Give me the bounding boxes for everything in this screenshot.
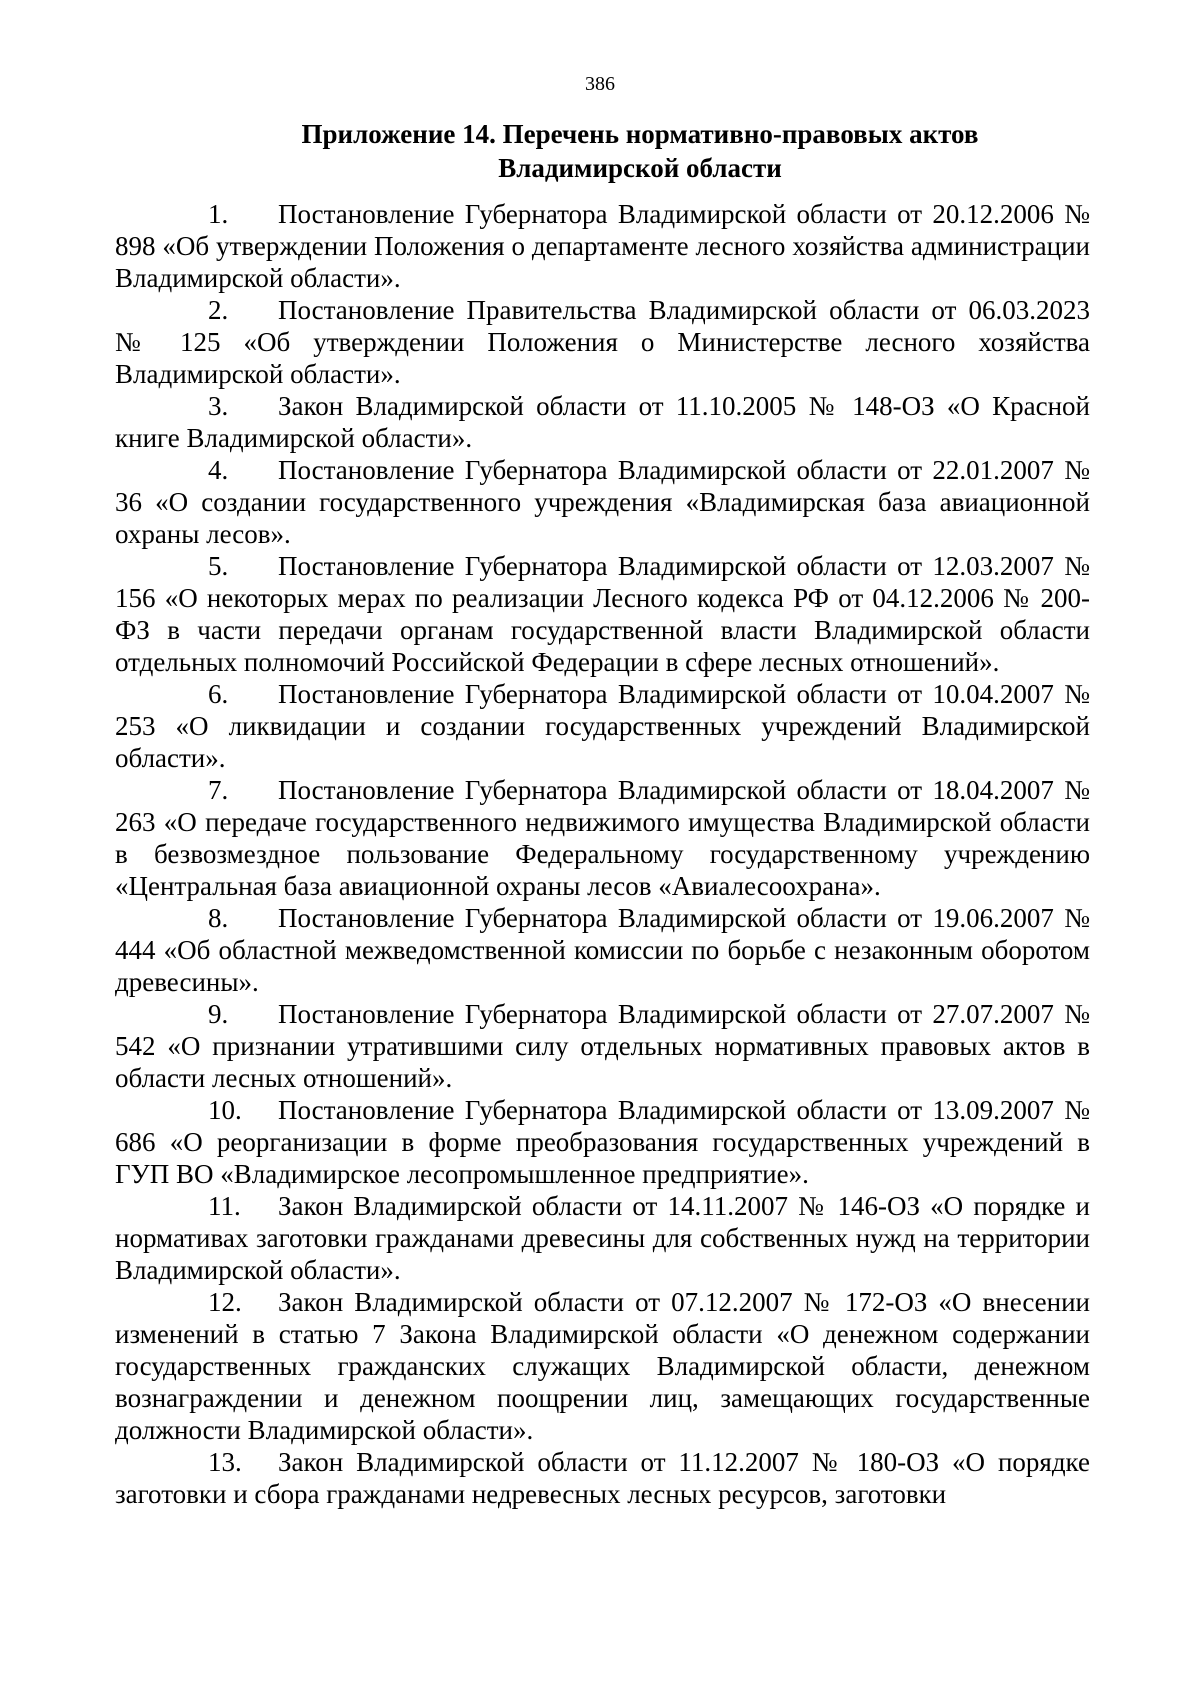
item-number: 4. bbox=[208, 455, 229, 485]
item-number: 8. bbox=[208, 903, 229, 933]
list-item bbox=[115, 294, 1090, 390]
title-line-1: Приложение 14. Перечень нормативно-правовых актов bbox=[301, 119, 979, 149]
item-number: 12. bbox=[208, 1287, 242, 1317]
list-item bbox=[115, 550, 1090, 678]
item-text: Постановление Губернатора Владимирской области от 18.04.2007 № 263 «О передаче государственного недвижимого имущества Владимирской области в безвозмездное пользование Федеральному государственному учреждению «Центральная база авиационной охраны лесов «Авиалесоохрана». bbox=[115, 775, 1090, 901]
list-item bbox=[115, 998, 1090, 1094]
item-text: Постановление Губернатора Владимирской области от 13.09.2007 № 686 «О реорганизации в форме преобразования государственных учреждений в ГУП ВО «Владимирское лесопромышленное предприятие». bbox=[115, 1095, 1090, 1189]
item-number: 13. bbox=[208, 1447, 242, 1477]
list-item bbox=[115, 678, 1090, 774]
item-number: 9. bbox=[208, 999, 229, 1029]
item-number: 6. bbox=[208, 679, 229, 709]
list-item bbox=[115, 1286, 1090, 1446]
item-number: 11. bbox=[208, 1191, 241, 1221]
item-text: Постановление Губернатора Владимирской области от 10.04.2007 № 253 «О ликвидации и создании государственных учреждений Владимирской области». bbox=[115, 679, 1090, 773]
item-number: 10. bbox=[208, 1095, 242, 1125]
item-number: 1. bbox=[208, 199, 229, 229]
item-text: Закон Владимирской области от 11.12.2007 № 180-ОЗ «О порядке заготовки и сбора гражданами недревесных лесных ресурсов, заготовки bbox=[115, 1447, 1090, 1509]
item-text: Постановление Губернатора Владимирской области от 22.01.2007 № 36 «О создании государственного учреждения «Владимирская база авиационной охраны лесов». bbox=[115, 455, 1090, 549]
page-title bbox=[260, 117, 1020, 185]
title-line-2: Владимирской области bbox=[498, 153, 782, 183]
item-text: Постановление Губернатора Владимирской области от 27.07.2007 № 542 «О признании утратившими силу отдельных нормативных правовых актов в области лесных отношений». bbox=[115, 999, 1090, 1093]
list-item bbox=[115, 902, 1090, 998]
list-item bbox=[115, 1094, 1090, 1190]
item-number: 7. bbox=[208, 775, 229, 805]
item-number: 3. bbox=[208, 391, 229, 421]
item-text: Закон Владимирской области от 11.10.2005 № 148-ОЗ «О Красной книге Владимирской области». bbox=[115, 391, 1090, 453]
item-text: Закон Владимирской области от 07.12.2007 № 172-ОЗ «О внесении изменений в статью 7 Закона Владимирской области «О денежном содержании государственных гражданских служащих Владимирской области, денежном вознаграждении и денежном поощрении лиц, замещающих государственные должности Владимирской области». bbox=[115, 1287, 1090, 1445]
item-text: Постановление Губернатора Владимирской области от 20.12.2006 № 898 «Об утверждении Положения о департаменте лесного хозяйства администрации Владимирской области». bbox=[115, 199, 1090, 293]
list-item bbox=[115, 1446, 1090, 1510]
list-item bbox=[115, 390, 1090, 454]
item-text: Закон Владимирской области от 14.11.2007 № 146-ОЗ «О порядке и нормативах заготовки гражданами древесины для собственных нужд на территории Владимирской области». bbox=[115, 1191, 1090, 1285]
page-number: 386 bbox=[585, 73, 615, 95]
list-item bbox=[115, 198, 1090, 294]
list-item bbox=[115, 454, 1090, 550]
item-number: 5. bbox=[208, 551, 229, 581]
list-item bbox=[115, 1190, 1090, 1286]
item-text: Постановление Губернатора Владимирской области от 19.06.2007 № 444 «Об областной межведомственной комиссии по борьбе с незаконным оборотом древесины». bbox=[115, 903, 1090, 997]
item-number: 2. bbox=[208, 295, 229, 325]
list-item bbox=[115, 774, 1090, 902]
item-text: Постановление Правительства Владимирской области от 06.03.2023 № 125 «Об утверждении Положения о Министерстве лесного хозяйства Владимирской области». bbox=[115, 295, 1090, 389]
item-text: Постановление Губернатора Владимирской области от 12.03.2007 № 156 «О некоторых мерах по реализации Лесного кодекса РФ от 04.12.2006 № 200-ФЗ в части передачи органам государственной власти Владимирской области отдельных полномочий Российской Федерации в сфере лесных отношений». bbox=[115, 551, 1090, 677]
acts-list bbox=[115, 198, 1090, 1510]
